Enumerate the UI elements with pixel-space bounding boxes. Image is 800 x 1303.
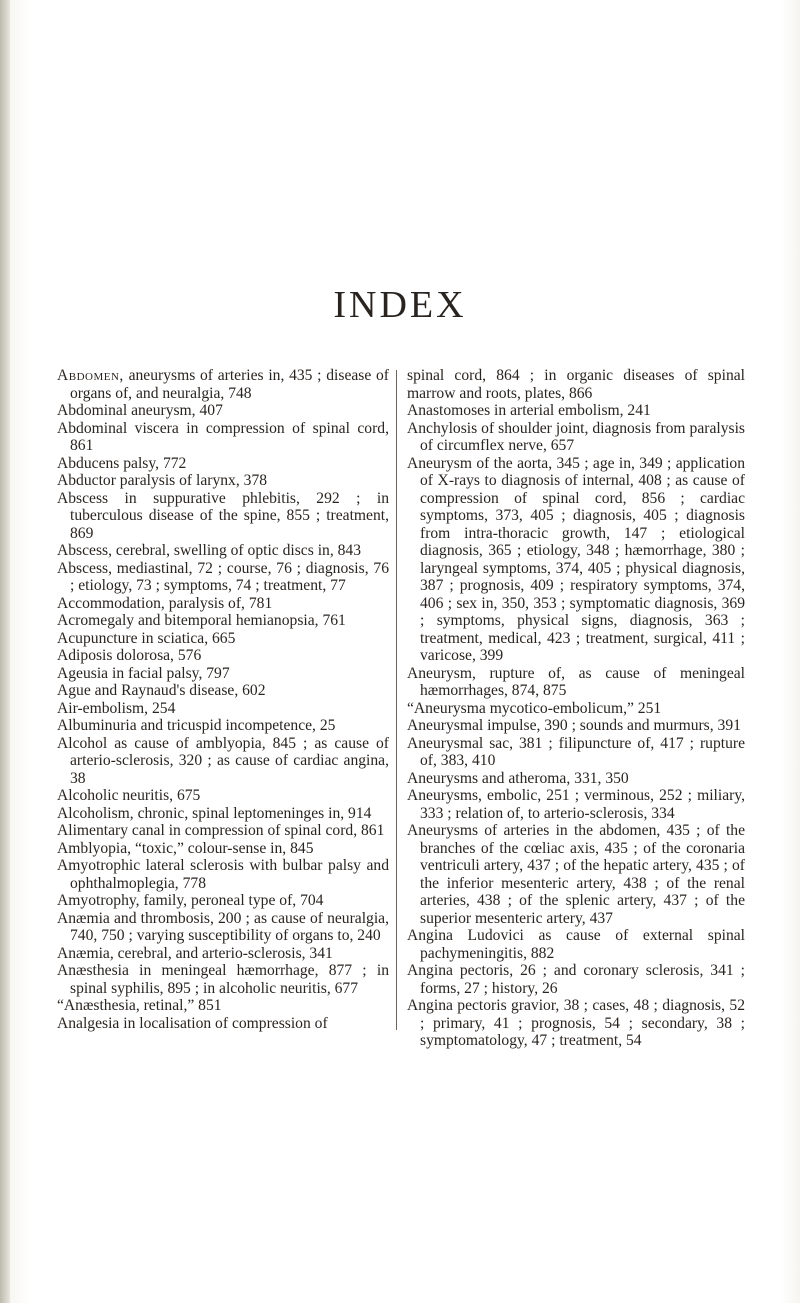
index-entry: Alcohol as cause of amblyopia, 845 ; as cause of arterio-sclerosis, 320 ; as cause of cardiac angina, 38 (57, 734, 389, 787)
index-entry: “Anæsthesia, retinal,” 851 (57, 997, 222, 1014)
index-entry: Amblyopia, “toxic,” colour-sense in, 845 (57, 839, 314, 857)
index-entry: Aneurysm, rupture of, as cause of meningeal hæmorrhages, 874, 875 (407, 664, 745, 699)
index-entry: Aneurysmal impulse, 390 ; sounds and murmurs, 391 (407, 717, 741, 734)
index-entry: Abscess, cerebral, swelling of optic discs in, 843 (57, 542, 362, 559)
index-column-right (407, 367, 745, 1050)
index-entry: Ague and Raynaud's disease, 602 (57, 682, 266, 699)
index-entry: Accommodation, paralysis of, 781 (57, 594, 273, 612)
index-entry: Aneurysms of arteries in the abdomen, 435 ; of the branches of the cœliac axis, 435 ; of the coronaria ventriculi artery, 437 ; of the hepatic artery, 435 ; of the inferior mesenteric artery, 438 ; of the renal arteries, 438 ; of the splenic artery, 437 ; of the superior mesenteric artery, 437 (407, 822, 745, 927)
index-entry: Aneurysms, embolic, 251 ; verminous, 252 ; miliary, 333 ; relation of, to arterio-sclerosis, 334 (407, 787, 745, 822)
index-column-left (57, 367, 389, 1032)
index-entry: Anæmia, cerebral, and arterio-sclerosis, 341 (57, 944, 333, 962)
index-entry: Acromegaly and bitemporal hemianopsia, 761 (57, 612, 346, 629)
index-entry: Angina pectoris, 26 ; and coronary sclerosis, 341 ; forms, 27 ; history, 26 (407, 962, 745, 997)
index-entry-continuation: spinal cord, 864 ; in organic diseases of spinal marrow and roots, plates, 866 (407, 367, 745, 402)
index-entry: Aneurysm of the aorta, 345 ; age in, 349 ; application of X-rays to diagnosis of internal, 408 ; as cause of compression of spinal cord, 856 ; cardiac symptoms, 373, 405 ; diagnosis, 405 ; diagnosis from intra-thoracic growth, 147 ; etiological diagnosis, 365 ; etiology, 348 ; hæmorrhage, 380 ; laryngeal symptoms, 374, 405 ; physical diagnosis, 387 ; prognosis, 409 ; respiratory symptoms, 374, 406 ; sex in, 350, 353 ; symptomatic diagnosis, 369 ; symptoms, physical signs, diagnosis, 363 ; treatment, medical, 423 ; treatment, surgical, 411 ; varicose, 399 (407, 454, 745, 664)
index-entry: Adiposis dolorosa, 576 (57, 647, 202, 664)
index-entry: Abducens palsy, 772 (57, 454, 187, 472)
index-entry: Abdominal viscera in compression of spinal cord, 861 (57, 419, 389, 454)
index-entry: Acupuncture in sciatica, 665 (57, 629, 236, 647)
index-entry: Air-embolism, 254 (57, 699, 176, 717)
index-entry: Analgesia in localisation of compression of (57, 1014, 328, 1032)
index-entry: Angina pectoris gravior, 38 ; cases, 48 ; diagnosis, 52 ; primary, 41 ; prognosis, 54 ; secondary, 38 ; symptomatology, 47 ; treatment, 54 (407, 997, 745, 1049)
index-entry: Alcoholism, chronic, spinal leptomeninges in, 914 (57, 804, 372, 822)
entry-text: aneurysms of arteries in, 435 ; disease of organs of, and neuralgia, 748 (70, 367, 389, 402)
index-entry: Amyotrophic lateral sclerosis with bulbar palsy and ophthalmoplegia, 778 (57, 857, 389, 892)
index-entry (57, 367, 389, 402)
entry-headword: Abdomen, (57, 367, 124, 384)
index-entry: Ageusia in facial palsy, 797 (57, 664, 230, 682)
column-divider (396, 370, 397, 1030)
index-entry: Abscess, mediastinal, 72 ; course, 76 ; diagnosis, 76 ; etiology, 73 ; symptoms, 74 ; treatment, 77 (57, 559, 389, 594)
page-title: INDEX (333, 284, 467, 326)
index-entry: Angina Ludovici as cause of external spinal pachymeningitis, 882 (407, 927, 745, 962)
index-entry: Aneurysmal sac, 381 ; filipuncture of, 417 ; rupture of, 383, 410 (407, 734, 745, 769)
index-entry: Abductor paralysis of larynx, 378 (57, 472, 268, 489)
index-entry: Alcoholic neuritis, 675 (57, 787, 201, 804)
index-entry: Alimentary canal in compression of spinal cord, 861 (57, 822, 385, 839)
index-entry: “Aneurysma mycotico-embolicum,” 251 (407, 699, 662, 717)
index-entry: Anæmia and thrombosis, 200 ; as cause of neuralgia, 740, 750 ; varying susceptibility of organs to, 240 (57, 909, 389, 944)
index-entry: Aneurysms and atheroma, 331, 350 (407, 769, 629, 787)
index-entry: Anchylosis of shoulder joint, diagnosis from paralysis of circumflex nerve, 657 (407, 419, 745, 454)
index-entry: Anæsthesia in meningeal hæmorrhage, 877 ; in spinal syphilis, 895 ; in alcoholic neuritis, 677 (57, 962, 389, 997)
page-binding-edge (0, 0, 10, 1303)
index-entry: Abscess in suppurative phlebitis, 292 ; in tuberculous disease of the spine, 855 ; treatment, 869 (57, 489, 389, 542)
index-entry: Anastomoses in arterial embolism, 241 (407, 402, 651, 419)
index-entry: Abdominal aneurysm, 407 (57, 402, 223, 419)
index-entry: Amyotrophy, family, peroneal type of, 704 (57, 892, 324, 909)
index-entry: Albuminuria and tricuspid incompetence, 25 (57, 717, 336, 734)
